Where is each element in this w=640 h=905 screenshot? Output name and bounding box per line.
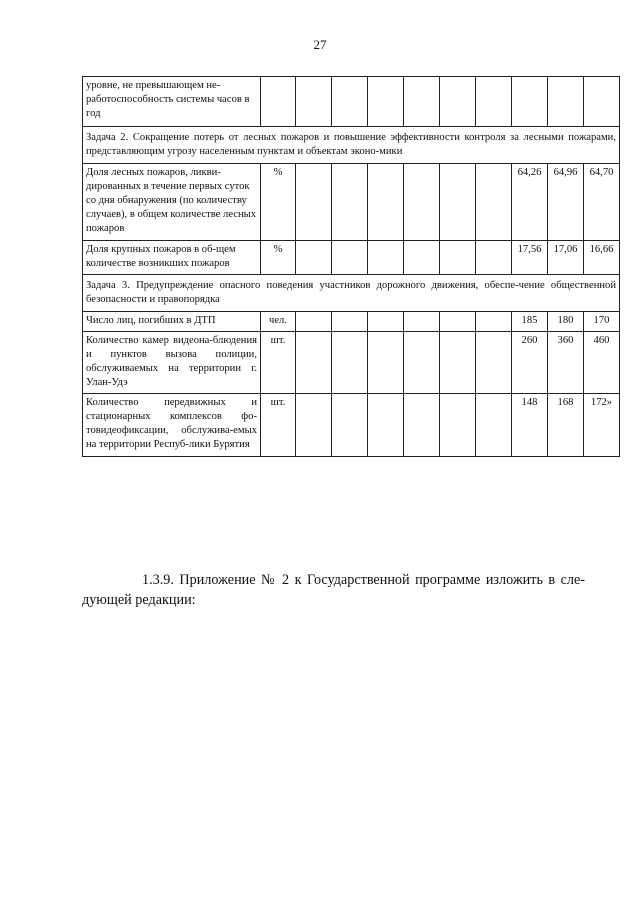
table-row — [83, 164, 620, 240]
table-row — [83, 394, 620, 456]
value-cell — [512, 77, 548, 127]
indicator-name: Количество передвижных и стационарных комплексов фо-товидеофиксации, обслужива-емых на территории Респуб-лики Бурятия — [83, 394, 261, 456]
indicator-name: уровне, не превышающем не-работоспособность системы часов в год — [83, 77, 261, 127]
value-cell — [332, 331, 368, 393]
value-cell — [368, 394, 404, 456]
task-2-heading: Задача 2. Сокращение потерь от лесных пожаров и повышение эффективности контроля за лесными пожарами, представляющим угрозу населенным пунктам и объектам эконо-мики — [83, 127, 620, 164]
value-cell: 148 — [512, 394, 548, 456]
task-row — [83, 127, 620, 164]
value-cell — [476, 164, 512, 240]
task-row — [83, 274, 620, 311]
value-cell — [404, 311, 440, 331]
indicator-name: Доля крупных пожаров в об-щем количестве возникших пожаров — [83, 240, 261, 274]
value-cell — [296, 77, 332, 127]
value-cell — [440, 311, 476, 331]
value-cell: 360 — [548, 331, 584, 393]
value-cell — [476, 77, 512, 127]
value-cell — [440, 331, 476, 393]
value-cell: 64,96 — [548, 164, 584, 240]
value-cell — [296, 331, 332, 393]
value-cell: 64,70 — [584, 164, 620, 240]
value-cell — [404, 331, 440, 393]
value-cell: 460 — [584, 331, 620, 393]
value-cell — [332, 77, 368, 127]
table-row — [83, 77, 620, 127]
value-cell — [476, 394, 512, 456]
indicator-name: Число лиц, погибших в ДТП — [83, 311, 261, 331]
indicator-name: Доля лесных пожаров, ликви-дированных в течение первых суток со дня обнаружения (по количеству случаев), в общем количестве лесных пожаров — [83, 164, 261, 240]
value-cell — [404, 394, 440, 456]
value-cell — [440, 77, 476, 127]
value-cell — [440, 394, 476, 456]
value-cell: 168 — [548, 394, 584, 456]
value-cell — [440, 240, 476, 274]
indicator-name: Количество камер видеона-блюдения и пунктов вызова полиции, обслуживаемых на территории г. Улан-Удэ — [83, 331, 261, 393]
value-cell: 180 — [548, 311, 584, 331]
value-cell — [368, 77, 404, 127]
indicators-table — [82, 76, 620, 457]
value-cell — [440, 164, 476, 240]
value-cell — [332, 311, 368, 331]
unit-cell: % — [261, 164, 296, 240]
value-cell — [296, 240, 332, 274]
value-cell — [368, 311, 404, 331]
value-cell — [584, 77, 620, 127]
task-3-heading: Задача 3. Предупреждение опасного поведения участников дорожного движения, обеспе-чение общественной безопасности и правопорядка — [83, 274, 620, 311]
unit-cell — [261, 77, 296, 127]
value-cell — [368, 331, 404, 393]
table-row — [83, 311, 620, 331]
value-cell — [476, 311, 512, 331]
unit-cell: шт. — [261, 394, 296, 456]
body-paragraph: 1.3.9. Приложение № 2 к Государственной программе изложить в сле-дующей редакции: — [82, 572, 585, 608]
value-cell — [296, 394, 332, 456]
page-number: 27 — [313, 37, 327, 52]
value-cell — [404, 164, 440, 240]
value-cell: 17,06 — [548, 240, 584, 274]
unit-cell: шт. — [261, 331, 296, 393]
value-cell — [296, 164, 332, 240]
value-cell — [404, 77, 440, 127]
table-row — [83, 240, 620, 274]
value-cell — [332, 240, 368, 274]
value-cell — [548, 77, 584, 127]
value-cell: 185 — [512, 311, 548, 331]
value-cell — [332, 394, 368, 456]
value-cell — [404, 240, 440, 274]
value-cell: 260 — [512, 331, 548, 393]
value-cell — [368, 240, 404, 274]
value-cell — [332, 164, 368, 240]
unit-cell: % — [261, 240, 296, 274]
value-cell — [368, 164, 404, 240]
value-cell — [296, 311, 332, 331]
value-cell: 172» — [584, 394, 620, 456]
value-cell: 170 — [584, 311, 620, 331]
value-cell — [476, 331, 512, 393]
value-cell — [476, 240, 512, 274]
value-cell: 16,66 — [584, 240, 620, 274]
value-cell: 17,56 — [512, 240, 548, 274]
unit-cell: чел. — [261, 311, 296, 331]
value-cell: 64,26 — [512, 164, 548, 240]
table-row — [83, 331, 620, 393]
